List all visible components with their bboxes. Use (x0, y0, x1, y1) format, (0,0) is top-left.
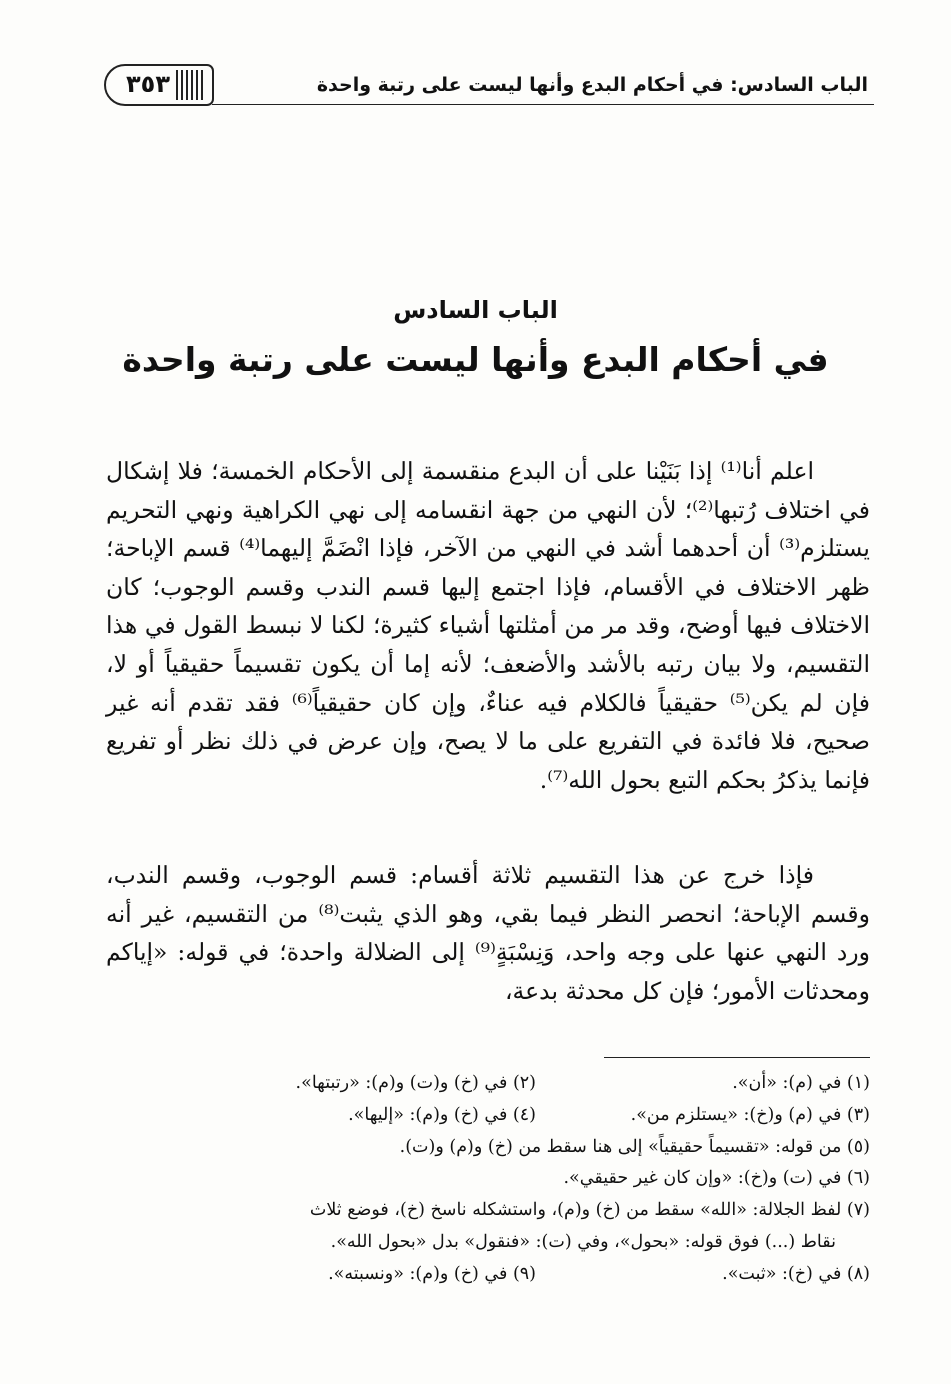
header-rule (212, 104, 874, 105)
paragraph-text: فإذا خرج عن هذا التقسيم ثلاثة أقسام: قسم الوجوب، وقسم الندب، وقسم الإباحة؛ انحصر النظر فيما بقي، وهو الذي يثبت⁽⁸⁾ من التقسيم، غير أنه ورد النهي عنها على وجه واحد، وَنِسْبَةٍ⁽⁹⁾ إلى الضلالة واحدة؛ في قوله: «إياكم ومحدثات الأمور؛ فإن كل محدثة بدعة، (106, 861, 871, 1005)
paragraph-text: اعلم أنا⁽¹⁾ إذا بَنَيْنا على أن البدع منقسمة إلى الأحكام الخمسة؛ فلا إشكال في اختلاف رُتبها⁽²⁾؛ لأن النهي من جهة انقسامه إلى نهي الكراهية ونهي التحريم يستلزم⁽³⁾ أن أحدهما أشد في النهي من الآخر، فإذا انْضَمَّ إليهما⁽⁴⁾ قسم الإباحة؛ ظهر الاختلاف في الأقسام، فإذا اجتمع إليها قسم الندب وقسم الوجوب؛ كان الاختلاف فيها أوضح، وقد مر من أمثلتها أشياء كثيرة؛ لكنا لا نبسط القول في هذا التقسيم، ولا بيان رتبه بالأشد والأضعف؛ لأنه إما أن يكون تقسيماً حقيقياً أو لا، فإن لم يكن⁽⁵⁾ حقيقياً فالكلام فيه عناءٌ، وإن كان حقيقياً⁽⁶⁾ فقد تقدم أنه غير صحيح، فلا فائدة في التفريع على ما لا يصح، وإن عرض في ذلك نظر أو تفريع فإنما يذكرُ بحكم التبع بحول الله⁽⁷⁾. (106, 457, 870, 794)
footnote-7: (٧) لفظ الجلالة: «الله» سقط من (خ) و(م)، واستشكله ناسخ (خ)، فوضع ثلاث (309, 1200, 870, 1221)
chapter-label: الباب السادس (393, 296, 558, 324)
footnote-5: (٥) من قوله: «تقسيماً حقيقياً» إلى هنا سقط من (خ) و(م) و(ت). (399, 1136, 870, 1157)
footnote-row (104, 1100, 870, 1132)
running-header (104, 62, 874, 112)
footnote-1: (١) في (م): «أن». (732, 1073, 870, 1093)
chapter-title: في أحكام البدع وأنها ليست على رتبة واحدة (122, 340, 829, 379)
body-paragraph-1 (106, 452, 870, 799)
footnote-7-continuation: نقاط (...) فوق قوله: «بحول»، وفي (ت): «فنقول» بدل «بحول الله». (330, 1231, 836, 1252)
footnote-3: (٣) في (م) و(خ): «يستلزم من». (630, 1104, 870, 1125)
footnote-4: (٤) في (خ) و(م): «إليها». (348, 1104, 536, 1125)
footnote-8: (٨) في (خ): «ثبت». (722, 1263, 870, 1284)
ornament-stripes-icon (176, 70, 204, 100)
page-number: ٣٥٣ (126, 70, 170, 98)
body-paragraph-2 (106, 856, 870, 1010)
footnote-2: (٢) في (خ) و(ت) و(م): «رتبتها». (295, 1073, 536, 1093)
footnote-row (104, 1259, 870, 1291)
footnote-row (104, 1068, 870, 1100)
running-title: الباب السادس: في أحكام البدع وأنها ليست على رتبة واحدة (316, 74, 868, 96)
page-number-ornament (104, 64, 214, 106)
footnote-separator (604, 1057, 870, 1058)
footnote-6: (٦) في (ت) و(خ): «وإن كان غير حقيقي». (563, 1168, 870, 1189)
footnote-9: (٩) في (خ) و(م): «ونسبته». (328, 1263, 536, 1284)
footnotes (104, 1068, 870, 1291)
